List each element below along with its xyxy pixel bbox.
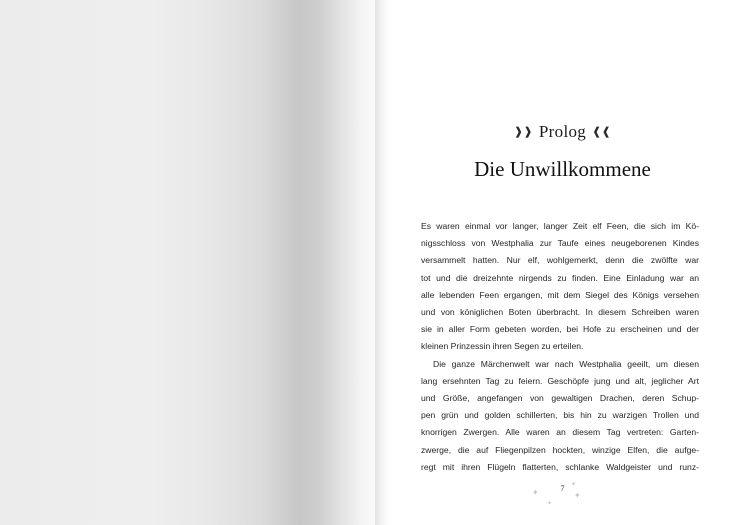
text-line: alle lebenden Feen ergangen, mit dem Siegel des Königs versehen: [421, 289, 699, 300]
body-text: [421, 218, 699, 476]
chapter-title: Die Unwillkommene: [474, 157, 651, 181]
star-icon: ✦: [574, 491, 581, 500]
text-line: Es waren einmal vor langer, langer Zeit elf Feen, die sich im Kö-: [421, 221, 699, 231]
text-line: regt mit ihren Flügeln flatterten, schlanke Waldgeister und runz-: [421, 461, 699, 472]
text-line: sie in aller Form gebeten worden, bei Hofe zu erscheinen und der: [421, 324, 699, 335]
text-line: nigsschloss von Westphalia zur Taufe eines neugeborenen Kindes: [421, 238, 699, 249]
right-page: [375, 0, 750, 525]
chapter-label: [375, 122, 750, 142]
text-line: und Größe, angefangen von gewaltigen Drachen, deren Schup-: [421, 393, 699, 404]
chapter-label-text: Prolog: [538, 122, 587, 141]
text-line: zwerge, die auf Fliegenpilzen hockten, winzige Elfen, die aufge-: [421, 444, 699, 455]
page-number: 7: [560, 484, 565, 493]
star-icon: ✦: [547, 501, 553, 507]
text-line: Die ganze Märchenwelt war nach Westphalia geeilt, um diesen: [433, 358, 699, 369]
star-icon: ✦: [532, 488, 539, 497]
text-line: tot und die dreizehnte nirgends zu finden. Eine Einladung war an: [421, 272, 699, 283]
text-line: und von königlichen Boten überbracht. In diesem Schreiben waren: [421, 307, 699, 318]
text-line: kleinen Prinzessin ihren Segen zu erteilen.: [421, 341, 584, 352]
leaf-sprig-icon: ❱❱: [513, 126, 533, 138]
text-line: versammelt hatten. Nur elf, wohlgemerkt, denn die zwölfte war: [421, 255, 699, 266]
star-icon: ✦: [571, 482, 577, 488]
leaf-sprig-icon: ❰❰: [592, 126, 612, 138]
text-line: lang ersehnten Tag zu feiern. Geschöpfe jung und alt, jeglicher Art: [421, 375, 699, 386]
text-line: knorrigen Zwergen. Alle waren an diesem Tag vertreten: Garten-: [421, 427, 699, 438]
text-line: pen grün und golden schillerten, bis hin zu warzigen Trollen und: [421, 410, 699, 421]
